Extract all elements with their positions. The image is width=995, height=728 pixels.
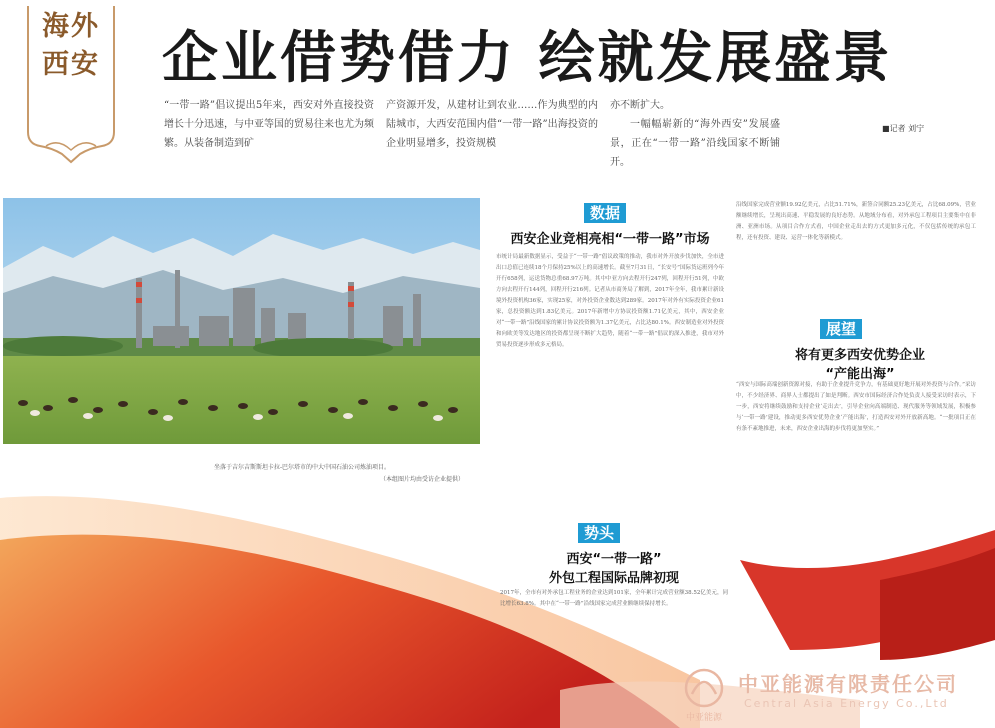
data-section-title: 西安企业竞相亮相“一带一路”市场 xyxy=(510,232,710,247)
intro-column-1: “一带一路”倡议提出5年来，西安对外直接投资增长十分迅速，与中亚等国的贸易往来也尤为频繁。从装备制造到矿 xyxy=(164,100,374,149)
right-column-body: 沿线国家完成营业额19.92亿美元，占比51.71%，新签合同额25.23亿美元，占比68.09%，营业额继续增长，呈现出高速、平稳发展的良好态势。从地域分布看，对外承包工程项目主要集中在非洲、亚洲市场。从项目合作方式看，中国企业走出去的方式更加多元化，不仅包括传统的承包工程，还有投资、建设、运营一体化等新模式。 xyxy=(736,202,976,241)
outlook-title-line-2: “产能出海” xyxy=(825,367,895,382)
data-section-tag: 数据 xyxy=(584,203,626,223)
outlook-section-body: “西安与国际高端创新资源对接，有助于企业提升竞争力，有基础更好地开展对外投资与合作。”采访中，不少经济界、商界人士都提出了如是判断。西安市国际经济合作处负责人接受采访时表示，下一步，西安将继续鼓励和支持企业‘走出去’，引导企业向高端制造、现代服务等领域发展，积极参与‘一带一路’建设，推动更多西安优势企业‘产能出海’，打造西安对外开放新高地。“一批项目正在有条不紊地推进，未来，西安企业出海的步伐将更加坚实。” xyxy=(736,382,976,432)
company-logo-icon xyxy=(672,664,736,724)
watermark-company-en: Central Asia Energy Co.,Ltd xyxy=(744,697,949,710)
outlook-section-tag: 展望 xyxy=(820,319,862,339)
intro-column-3 xyxy=(610,96,780,172)
data-section-tag-wrap xyxy=(584,202,626,223)
watermark-company-cn: 中亚能源有限责任公司 xyxy=(738,672,958,696)
brand-section-tag-wrap xyxy=(578,522,620,543)
badge-line-1: 海外 xyxy=(42,11,100,42)
masthead-badge xyxy=(36,8,106,84)
byline: ■记者 刘宁 xyxy=(882,124,925,133)
outlook-title-line-1: 将有更多西安优势企业 xyxy=(794,348,925,363)
data-section-body: 市统计局最新数据显示，受益于“一带一路”倡议政策的推动，我市对外开放步伐加快，全市进出口总值已连续18个月保持25%以上的高速增长。截至7月31日，“长安号”国际货运班列今年开行658列，运送货物总重68.97万吨。其中中亚方向去程开行247列，回程开行51列，中欧方向去程开行144列，回程开行216列。记者从市商务局了解到，2017年全年，我市累计新设境外投资机构36家，实现25家，对外投资企业数达到289家。2017年对外有实际投资企业61家，总投资额达到1.83亿美元。2017年新增中方协议投资额1.71亿美元，其中，西安企业对“一带一路”沿线国家的累计协议投资额为1.37亿美元，占比达80.1%。西安制造业对外投资和向欧美等发达地区的投资都呈现不断扩大趋势，随着“一带一路”倡议的深入推进，我市对外贸易投资逐步形成多元格局。 xyxy=(496,254,724,348)
logo-text: 中亚能源 xyxy=(685,713,723,723)
brand-title-line-2: 外包工程国际品牌初现 xyxy=(548,571,679,586)
brand-title-line-1: 西安“一带一路” xyxy=(566,552,662,567)
outlook-section-tag-wrap xyxy=(820,318,862,339)
intro-column-3-line-a: 亦不断扩大。 xyxy=(610,100,670,111)
brand-section-title xyxy=(498,548,730,586)
intro-column-2: 产资源开发，从建材让到农业……作为典型的内陆城市，大西安范围内借“一带一路”出海投资的企业明显增多，投资规模 xyxy=(386,100,598,149)
outlook-section-title xyxy=(740,344,980,382)
brand-section-tag: 势头 xyxy=(578,523,620,543)
refinery-photo xyxy=(3,198,480,444)
intro-column-3-line-b: 一幅幅崭新的“海外西安”发展盛景，正在“一带一路”沿线国家不断铺开。 xyxy=(610,119,780,168)
brand-section-body: 2017年，全市有对外承包工程业务的企业达到101家，全年累计完成营业额38.52亿美元，同比增长63.8%。其中在“一带一路”沿线国家完成营业额继续保持增长。 xyxy=(500,590,728,607)
page-headline: 企业借势借力 绘就发展盛景 xyxy=(162,26,893,91)
photo-caption-text: 坐落于吉尔吉斯斯坦卡拉-巴尔塔市的中大中国石油公司炼油项目。 xyxy=(214,464,391,471)
badge-line-2: 西安 xyxy=(42,49,100,80)
photo-caption xyxy=(214,462,464,486)
photo-credit: （本组图片均由受访企业提供） xyxy=(379,476,464,483)
